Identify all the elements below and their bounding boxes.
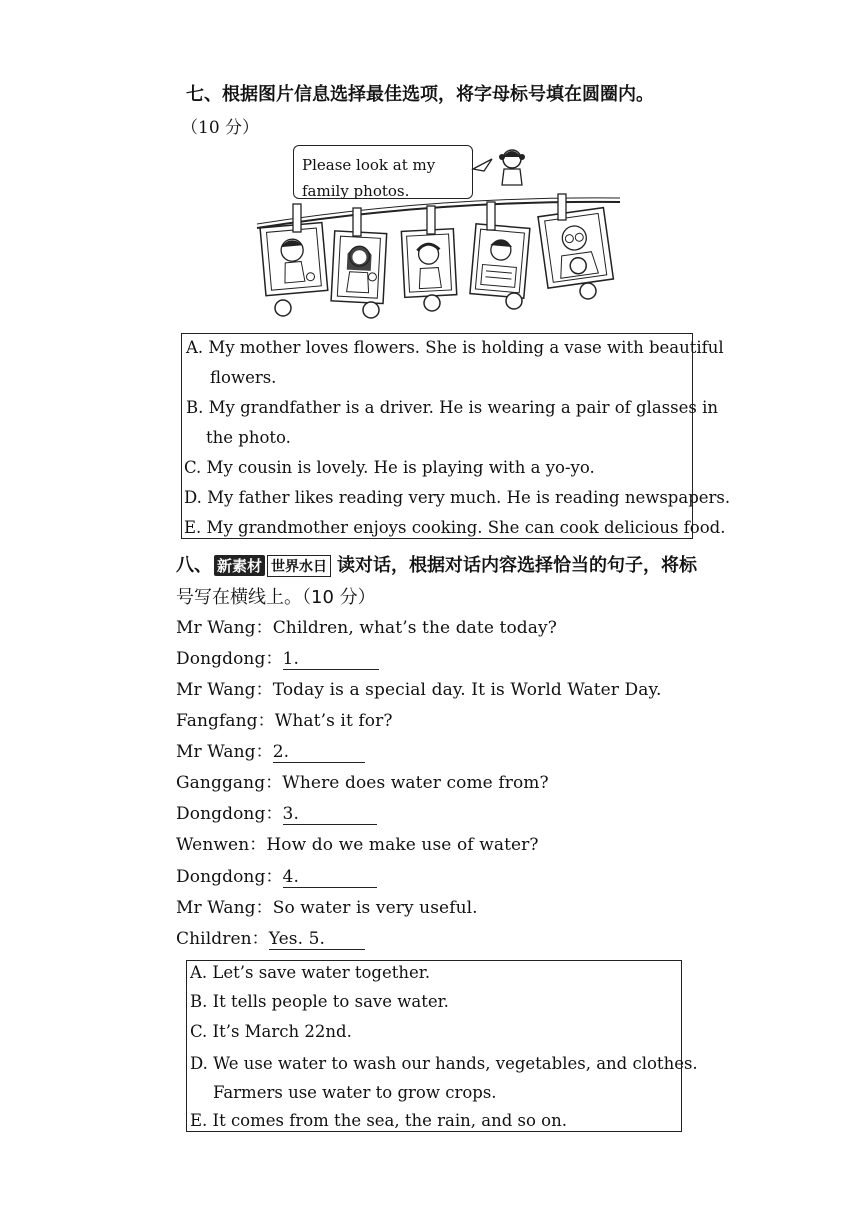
blank-4[interactable]: 4.: [283, 867, 377, 888]
dialogue-line-7: Dongdong：3.: [176, 799, 377, 825]
option-b: B. It tells people to save water.: [190, 992, 449, 1011]
girl-illustration: [470, 145, 535, 190]
clip-icon: [558, 194, 566, 220]
dialogue-line-4: Fangfang：What’s it for?: [176, 711, 393, 731]
dialogue-line-1: Mr Wang：Children, what’s the date today?: [176, 618, 557, 638]
option-d: D. My father likes reading very much. He is reading newspapers.: [184, 488, 731, 507]
option-a-cont: flowers.: [210, 368, 277, 387]
family-photos-clothesline: [255, 190, 625, 325]
dialogue-line-11: Children：Yes. 5.: [176, 924, 365, 950]
option-b: B. My grandfather is a driver. He is wearing a pair of glasses in: [186, 398, 718, 417]
clip-icon: [427, 206, 435, 234]
speech-text: Please look at my family photos.: [302, 156, 436, 200]
section8-title-line2: 号写在横线上。（10 分）: [176, 587, 376, 608]
clip-icon: [293, 204, 301, 232]
option-c: C. My cousin is lovely. He is playing with a yo-yo.: [184, 458, 595, 477]
dialogue-line-6: Ganggang：Where does water come from?: [176, 773, 549, 793]
section7-title: 七、根据图片信息选择最佳选项，将字母标号填在圆圈内。: [186, 84, 654, 105]
photo-mother: [331, 231, 387, 304]
dialogue-line-5: Mr Wang：2.: [176, 737, 365, 763]
dialogue-line-8: Wenwen：How do we make use of water?: [176, 835, 539, 855]
clip-icon: [353, 208, 361, 236]
option-a: A. My mother loves flowers. She is holding a vase with beautiful: [186, 338, 724, 357]
option-d: D. We use water to wash our hands, vegetables, and clothes.: [190, 1054, 698, 1073]
dialogue-line-10: Mr Wang：So water is very useful.: [176, 898, 478, 918]
blank-2[interactable]: 2.: [273, 742, 365, 763]
option-b-cont: the photo.: [206, 428, 291, 447]
option-a: A. Let’s save water together.: [190, 963, 431, 982]
option-c: C. It’s March 22nd.: [190, 1022, 352, 1041]
option-e: E. My grandmother enjoys cooking. She can cook delicious food.: [184, 518, 726, 537]
option-d-cont: Farmers use water to grow crops.: [213, 1083, 497, 1102]
world-water-day-tag: 世界水日: [267, 555, 331, 577]
blank-3[interactable]: 3.: [283, 804, 377, 825]
photo-grandmother: [401, 229, 456, 298]
new-material-tag: 新素材: [214, 555, 265, 576]
section7-options-box: [181, 333, 731, 539]
dialogue-line-2: Dongdong：1.: [176, 644, 379, 670]
photo-grandfather: [538, 208, 613, 288]
dialogue-line-3: Mr Wang：Today is a special day. It is World Water Day.: [176, 680, 662, 700]
option-e: E. It comes from the sea, the rain, and so on.: [190, 1111, 567, 1130]
section7-points: （10 分）: [181, 118, 260, 138]
photo-cousin: [260, 223, 328, 296]
blank-1[interactable]: 1.: [283, 649, 379, 670]
photo-father: [470, 224, 530, 298]
dialogue-line-9: Dongdong：4.: [176, 862, 377, 888]
section8-title: 八、 新素材 世界水日 读对话，根据对话内容选择恰当的句子，将标: [176, 555, 698, 576]
blank-5[interactable]: Yes. 5.: [269, 929, 365, 950]
section8-options-box: [186, 960, 698, 1132]
clip-icon: [487, 202, 495, 230]
